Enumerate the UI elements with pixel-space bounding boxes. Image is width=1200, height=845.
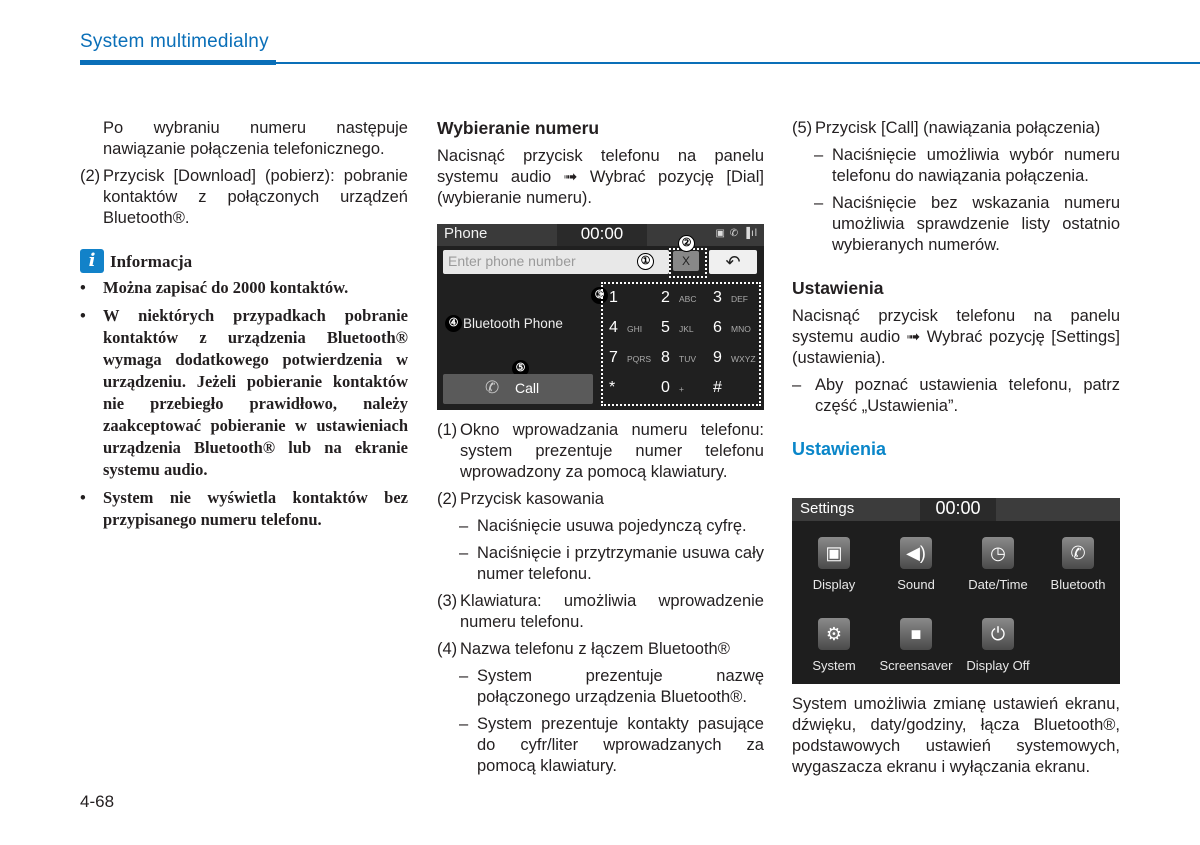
bluetooth-phone-name: Bluetooth Phone (463, 316, 563, 331)
key-9[interactable] (707, 344, 759, 374)
key-2[interactable] (655, 284, 707, 314)
item-text: Nazwa telefonu z łączem Bluetooth® (460, 640, 730, 658)
dash-mark: – (459, 715, 469, 733)
gear-icon: ⚙ (818, 618, 850, 650)
key-4[interactable] (603, 314, 655, 344)
dash-mark: – (459, 544, 469, 562)
key-3[interactable] (707, 284, 759, 314)
tile-screensaver[interactable] (876, 615, 956, 685)
column-left (80, 118, 408, 537)
dash-mark: – (814, 146, 824, 164)
dash-mark: – (814, 194, 824, 212)
dash-text: Naciśnięcie bez wskazania numeru umożliwia sprawdzenie listy ostatnio wybieranych numerów. (832, 194, 1120, 254)
settings-screen (792, 498, 1120, 684)
bullet-text: Można zapisać do 2000 kontaktów. (103, 278, 349, 297)
dash-text: Naciśnięcie i przytrzymanie usuwa cały numer telefonu. (477, 544, 764, 583)
dash-text: Aby poznać ustawienia telefonu, patrz część „Ustawienia”. (815, 376, 1120, 415)
column-right (792, 118, 1120, 472)
key-8[interactable] (655, 344, 707, 374)
clock: 00:00 (557, 224, 647, 246)
section-title: System multimedialny (80, 31, 269, 52)
dial-intro: Nacisnąć przycisk telefonu na panelu systemu audio ➟ Wybrać pozycję [Dial] (wybieranie numeru). (437, 147, 764, 207)
dash-mark: – (792, 376, 802, 394)
item-number: (4) (437, 640, 458, 658)
phone-screen (437, 224, 764, 410)
dash-item (459, 543, 764, 585)
key-letters: JKL (679, 324, 694, 334)
tile-label: Display (812, 577, 856, 592)
back-button[interactable]: ↶ (709, 250, 757, 274)
tile-label: Bluetooth (1050, 577, 1106, 592)
settings-screen-title: Settings (800, 500, 855, 517)
bullet-text: W niektórych przypadkach pobranie kontaktów z urządzenia Bluetooth® wymaga dodatkowego potwierdzenia w urządzeniu. Jeżeli pobieranie kontaktów nie przebiegło prawidłowo, należy zaakceptować pobieranie w ustawieniach urządzenia Bluetooth® lub na ekranie systemu audio. (103, 306, 408, 479)
key-letters: MNO (731, 324, 751, 334)
keypad (601, 282, 761, 406)
key-digit: 1 (609, 289, 618, 306)
column-middle (437, 118, 764, 209)
key-letters: GHI (627, 324, 643, 334)
bullet-text: System nie wyświetla kontaktów bez przypisanego numeru telefonu. (103, 488, 408, 529)
bullet-icon: • (80, 488, 86, 507)
key-letters: DEF (731, 294, 748, 304)
key-1[interactable] (603, 284, 655, 314)
screensaver-icon: ■ (900, 618, 932, 650)
power-icon: ⏻ (982, 618, 1014, 650)
settings-intro: Nacisnąć przycisk telefonu na panelu systemu audio ➟ Wybrać pozycję [Settings] (ustawienia). (792, 307, 1120, 367)
dash-item (459, 516, 764, 537)
phone-legend (437, 420, 764, 783)
item-number: (3) (437, 592, 458, 610)
key-7[interactable] (603, 344, 655, 374)
status-icons: ▣ ✆ ▐ıl (715, 228, 758, 239)
callout-4: ④ (445, 315, 462, 332)
item-number: (1) (437, 421, 458, 439)
phone-status-bar (437, 224, 764, 246)
phone-handset-icon: ✆ (485, 378, 500, 397)
settings-status-bar (792, 498, 1120, 521)
key-letters: PQRS (627, 354, 652, 364)
info-bullet (80, 277, 408, 299)
key-digit: 4 (609, 319, 618, 336)
key-letters: ABC (679, 294, 697, 304)
item-text: Okno wprowadzania numeru telefonu: system prezentuje numer telefonu wprowadzony za pomocą klawiatury. (460, 421, 764, 481)
dash-item (459, 666, 764, 708)
tile-label: Screensaver (879, 658, 953, 673)
callout-1: ① (637, 253, 654, 270)
settings-description (792, 694, 1120, 778)
list-item (437, 639, 764, 660)
key-digit: 5 (661, 319, 670, 336)
dash-item (814, 145, 1120, 187)
key-digit: # (713, 379, 722, 396)
key-6[interactable] (707, 314, 759, 344)
info-box-header (80, 249, 408, 273)
dash-text: System prezentuje kontakty pasujące do cyfr/liter wprowadzanych za pomocą klawiatury. (477, 715, 764, 775)
item-text: Przycisk [Download] (pobierz): pobranie kontaktów z połączonych urządzeń Bluetooth®. (103, 167, 408, 227)
tile-system[interactable] (794, 615, 874, 685)
speaker-icon: ◀) (900, 537, 932, 569)
tile-sound[interactable] (876, 534, 956, 604)
tile-display[interactable] (794, 534, 874, 604)
dash-text: System prezentuje nazwę połączonego urządzenia Bluetooth®. (477, 667, 764, 706)
info-icon: i (80, 249, 104, 273)
key-0[interactable] (655, 374, 707, 404)
callout-2: ② (678, 235, 695, 252)
key-digit: 8 (661, 349, 670, 366)
dash-item (459, 714, 764, 777)
key-letters: WXYZ (731, 354, 756, 364)
tile-date-time[interactable] (958, 534, 1038, 604)
page-number: 4-68 (80, 792, 115, 811)
item-text: Klawiatura: umożliwia wprowadzenie numeru telefonu. (460, 592, 764, 631)
bluetooth-phone-icon: ✆ (1062, 537, 1094, 569)
item-text: Przycisk kasowania (460, 490, 604, 508)
display-icon: ▣ (818, 537, 850, 569)
dial-heading: Wybieranie numeru (437, 118, 600, 138)
dash-mark: – (459, 667, 469, 685)
clock: 00:00 (920, 498, 996, 521)
list-item (437, 591, 764, 633)
list-item (80, 166, 408, 229)
settings-section-heading: Ustawienia (792, 439, 887, 459)
item-text: Przycisk [Call] (nawiązania połączenia) (815, 119, 1101, 137)
tile-label: Display Off (966, 658, 1030, 673)
phone-screen-title: Phone (444, 225, 488, 242)
callout-5: ⑤ (512, 360, 529, 377)
closing-paragraph: System umożliwia zmianę ustawień ekranu, dźwięku, daty/godziny, łącza Bluetooth®, podstawowych ustawień systemowych, wygaszacza ekranu i wyłączania ekranu. (792, 695, 1120, 776)
key-digit: 0 (661, 379, 670, 396)
key-5[interactable] (655, 314, 707, 344)
item-number: (5) (792, 119, 813, 137)
key-digit: 3 (713, 289, 722, 306)
phone-number-input[interactable] (443, 250, 669, 274)
header-rule-accent (80, 60, 276, 65)
item-number: (2) (80, 167, 101, 185)
key-digit: 6 (713, 319, 722, 336)
delete-button[interactable]: X (673, 251, 699, 271)
dash-item (792, 375, 1120, 417)
bullet-icon: • (80, 306, 86, 325)
key-letters: + (679, 384, 684, 394)
item-number: (2) (437, 490, 458, 508)
tile-label: Sound (897, 577, 935, 592)
list-item (792, 118, 1120, 139)
clock-icon: ◷ (982, 537, 1014, 569)
key-hash[interactable] (707, 374, 759, 404)
call-label: Call (515, 380, 540, 396)
info-title: Informacja (110, 251, 193, 271)
list-item (437, 489, 764, 510)
call-button[interactable] (443, 374, 593, 404)
settings-heading: Ustawienia (792, 278, 884, 298)
key-digit: 7 (609, 349, 618, 366)
bullet-icon: • (80, 278, 86, 297)
callout-3: ③ (591, 287, 608, 304)
tile-label: System (812, 658, 856, 673)
dash-mark: – (459, 517, 469, 535)
tile-bluetooth[interactable] (1038, 534, 1118, 604)
info-bullet (80, 305, 408, 481)
key-letters: TUV (679, 354, 696, 364)
tile-label: Date/Time (968, 577, 1028, 592)
key-digit: * (609, 379, 616, 396)
dash-text: Naciśnięcie usuwa pojedynczą cyfrę. (477, 517, 747, 535)
dash-text: Naciśnięcie umożliwia wybór numeru telefonu do nawiązania połączenia. (832, 146, 1120, 185)
dash-item (814, 193, 1120, 256)
info-bullet (80, 487, 408, 531)
key-digit: 2 (661, 289, 670, 306)
key-star[interactable] (603, 374, 655, 404)
key-digit: 9 (713, 349, 722, 366)
tile-display-off[interactable] (958, 615, 1038, 685)
phone-number-placeholder: Enter phone number (448, 253, 576, 269)
continued-paragraph: Po wybraniu numeru następuje nawiązanie połączenia telefonicznego. (103, 119, 408, 158)
list-item (437, 420, 764, 483)
